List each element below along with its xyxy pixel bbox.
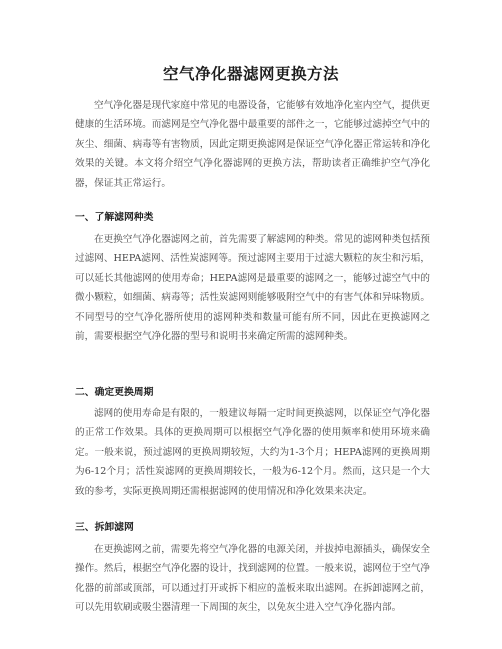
document-title: 空气净化器滤网更换方法 (162, 65, 339, 83)
section-body-filter-types: 在更换空气净化器滤网之前，首先需要了解滤网的种类。常见的滤网种类包括预过滤网、HEPA滤网、活性炭滤网等。预过滤网主要用于过滤大颗粒的灰尘和污垢，可以延长其他滤网的使用寿命；HEPA滤网是最重要的滤网之一，能够过滤空气中的微小颗粒，如细菌、病毒等；活性炭滤网则能够吸附空气中的有害气体和异味物质。不同型号的空气净化器所使用的滤网种类和数量可能有所不同，因此在更换滤网之前，需要根据空气净化器的型号和说明书来确定所需的滤网种类。 (75, 234, 430, 343)
section-heading-replacement-cycle: 二、确定更换周期 (75, 387, 154, 398)
section-body-remove-filter: 在更换滤网之前，需要先将空气净化器的电源关闭，并拔掉电源插头，确保安全操作。然后，根据空气净化器的设计，找到滤网的位置。一般来说，滤网位于空气净化器的前部或顶部，可以通过打开或拆下相应的盖板来取出滤网。在拆卸滤网之前，可以先用软刷或吸尘器清理一下周围的灰尘，以免灰尘进入空气净化器内部。 (75, 544, 430, 614)
intro-paragraph: 空气净化器是现代家庭中常见的电器设备，它能够有效地净化室内空气，提供更健康的生活环境。而滤网是空气净化器中最重要的部件之一，它能够过滤掉空气中的灰尘、细菌、病毒等有害物质，因此定期更换滤网是保证空气净化器正常运转和净化效果的关键。本文将介绍空气净化器滤网的更换方法，帮助读者正确维护空气净化器，保证其正常运行。 (75, 100, 430, 189)
section-heading-remove-filter: 三、拆卸滤网 (75, 522, 134, 533)
section-heading-filter-types: 一、了解滤网种类 (75, 212, 154, 223)
section-body-replacement-cycle: 滤网的使用寿命是有限的，一般建议每隔一定时间更换滤网，以保证空气净化器的正常工作效果。具体的更换周期可以根据空气净化器的使用频率和使用环境来确定。一般来说，预过滤网的更换周期较短，大约为1-3个月；HEPA滤网的更换周期为6-12个月；活性炭滤网的更换周期较长，一般为6-12个月。然而，这只是一个大致的参考，实际更换周期还需根据滤网的使用情况和净化效果来决定。 (75, 408, 430, 497)
